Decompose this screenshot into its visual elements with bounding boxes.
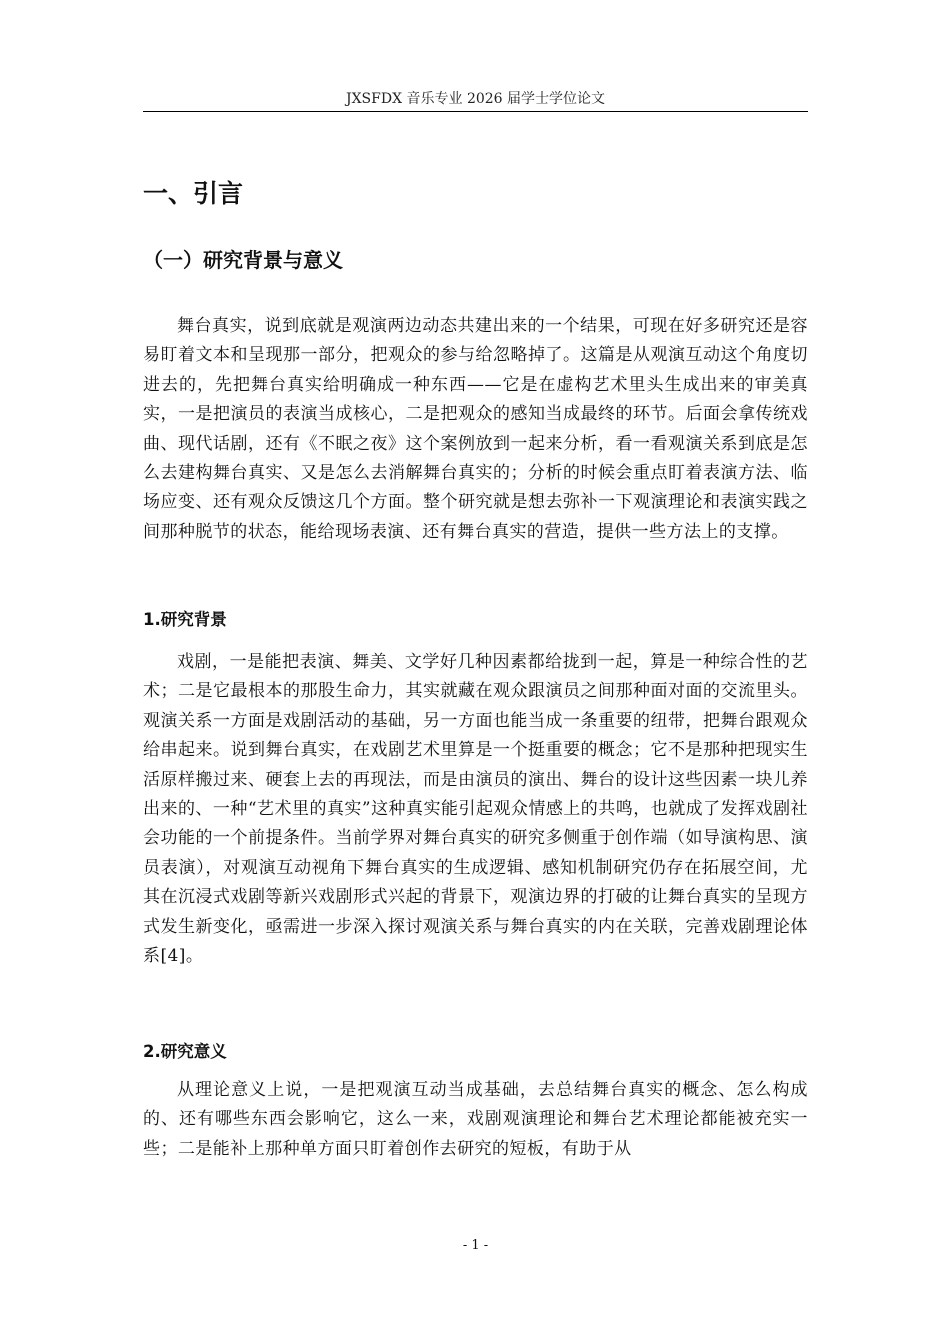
chapter-title: 一、引言 — [143, 179, 244, 208]
page-number: - 1 - — [462, 1238, 489, 1253]
intro-paragraph: 舞台真实，说到底就是观演两边动态共建出来的一个结果，可现在好多研究还是容易盯着文本和呈现那一部分，把观众的参与给忽略掉了。这篇是从观演互动这个角度切进去的，先把舞台真实给明确成一种东西——它是在虚构艺术里头生成出来的审美真实，一是把演员的表演当成核心，二是把观众的感知当成最终的环节。后面会拿传统戏曲、现代话剧，还有《不眠之夜》这个案例放到一起来分析，看一看观演关系到底是怎么去建构舞台真实、又是怎么去消解舞台真实的；分析的时候会重点盯着表演方法、临场应变、还有观众反馈这几个方面。整个研究就是想去弥补一下观演理论和表演实践之间那种脱节的状态，能给现场表演、还有舞台真实的营造，提供一些方法上的支撑。 — [143, 316, 808, 542]
background-block — [143, 648, 808, 971]
subsection-heading-significance: 2.研究意义 — [143, 1042, 227, 1061]
background-paragraph: 戏剧，一是能把表演、舞美、文学好几种因素都给拢到一起，算是一种综合性的艺术；二是它最根本的那股生命力，其实就藏在观众跟演员之间那种面对面的交流里头。观演关系一方面是戏剧活动的基础，另一方面也能当成一条重要的纽带，把舞台跟观众给串起来。说到舞台真实，在戏剧艺术里算是一个挺重要的概念；它不是那种把现实生活原样搬过来、硬套上去的再现法，而是由演员的演出、舞台的设计这些因素一块儿养出来的、一种“艺术里的真实”这种真实能引起观众情感上的共鸣，也就成了发挥戏剧社会功能的一个前提条件。当前学界对舞台真实的研究多侧重于创作端（如导演构思、演员表演），对观演互动视角下舞台真实的生成逻辑、感知机制研究仍存在拓展空间，尤其在沉浸式戏剧等新兴戏剧形式兴起的背景下，观演边界的打破的让舞台真实的呈现方式发生新变化，亟需进一步深入探讨观演关系与舞台真实的内在关联，完善戏剧理论体系[4]。 — [143, 652, 808, 967]
significance-block — [143, 1076, 808, 1164]
header-divider — [143, 111, 808, 112]
significance-paragraph: 从理论意义上说，一是把观演互动当成基础，去总结舞台真实的概念、怎么构成的、还有哪些东西会影响它，这么一来，戏剧观演理论和舞台艺术理论都能被充实一些；二是能补上那种单方面只盯着创作去研究的短板，有助于从 — [143, 1080, 808, 1159]
subsection-heading-background: 1.研究背景 — [143, 610, 227, 629]
section-title: （一）研究背景与意义 — [143, 248, 343, 272]
intro-block — [143, 312, 808, 547]
running-header: JXSFDX 音乐专业 2026 届学士学位论文 — [345, 91, 606, 107]
